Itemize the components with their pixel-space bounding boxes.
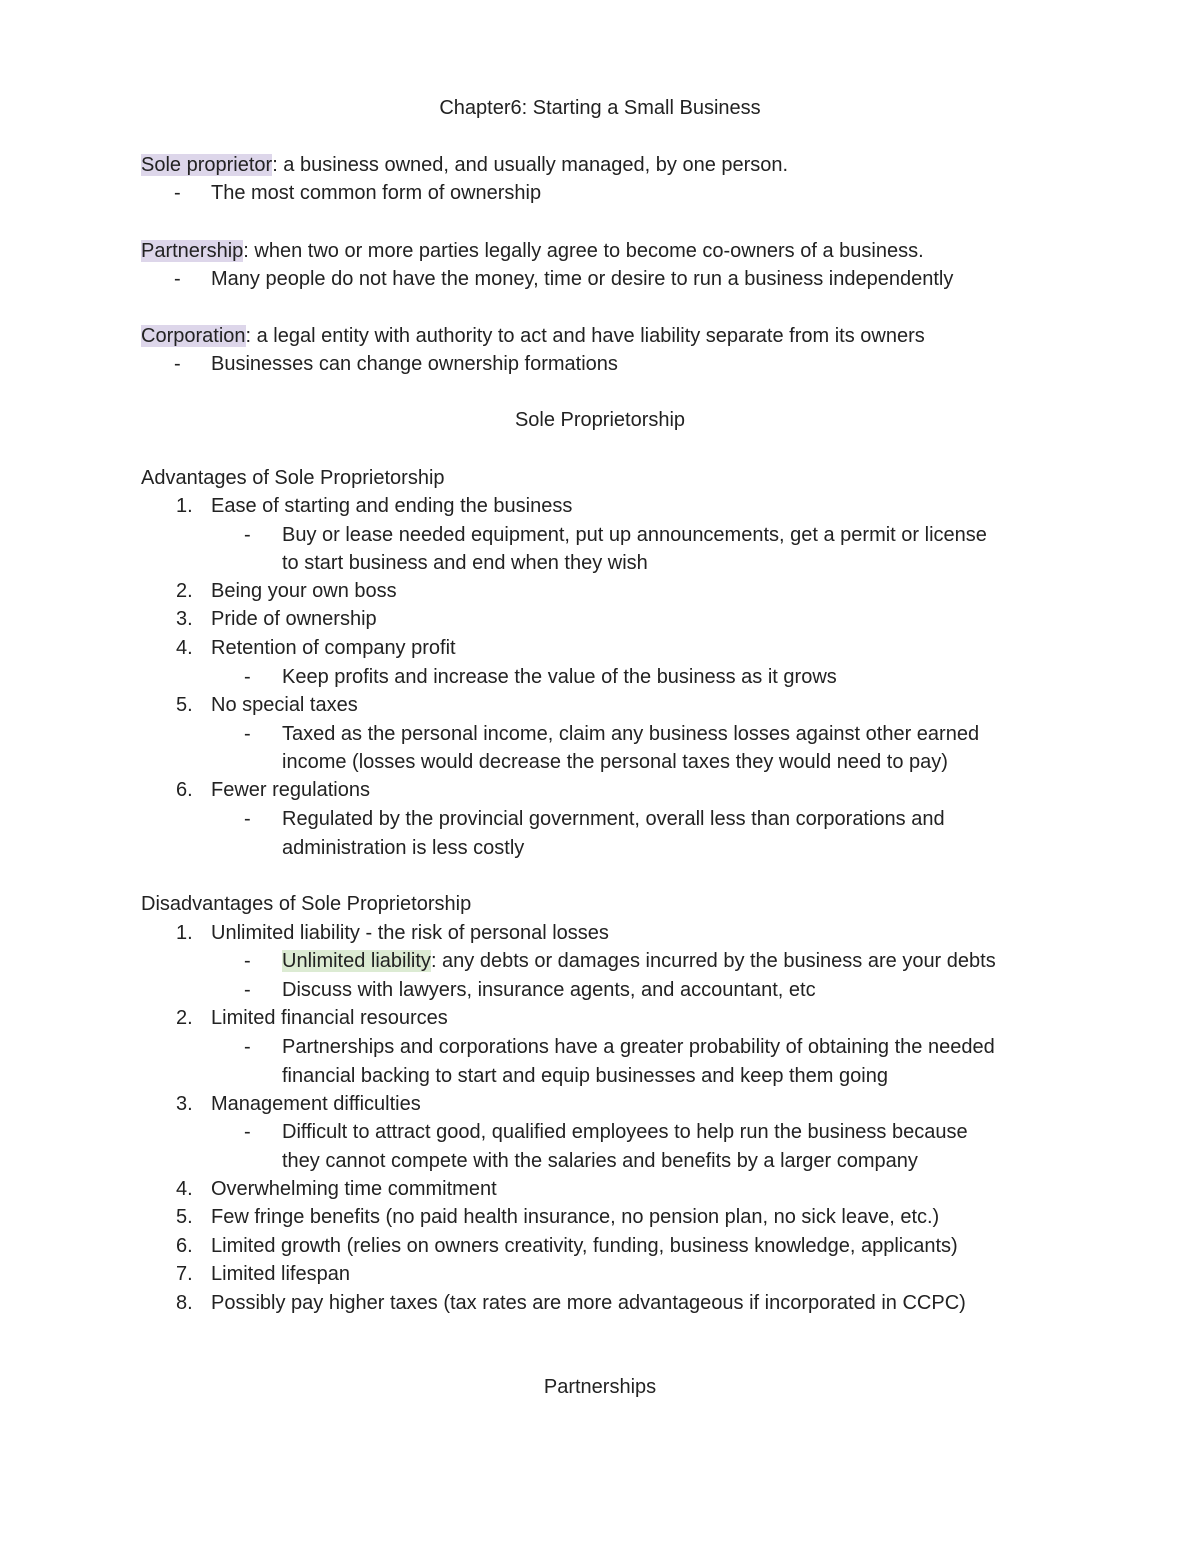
list-item: Unlimited liability - the risk of personal losses — [211, 922, 609, 944]
disadvantages-heading: Disadvantages of Sole Proprietorship — [141, 893, 472, 915]
list-item: No special taxes — [211, 694, 358, 716]
definition-sole-proprietor — [141, 151, 788, 179]
sub-item: Difficult to attract good, qualified employees to help run the business because — [282, 1121, 968, 1143]
sub-item: Taxed as the personal income, claim any business losses against other earned — [282, 723, 980, 745]
sub-item-continued: administration is less costly — [282, 837, 525, 859]
list-item: Limited growth (relies on owners creativity, funding, business knowledge, applicants) — [211, 1235, 958, 1257]
term-highlight: Corporation — [141, 325, 246, 347]
list-number: 1. — [176, 922, 193, 944]
dash-marker: - — [244, 723, 251, 745]
dash-marker: - — [244, 979, 251, 1001]
list-item: Few fringe benefits (no paid health insurance, no pension plan, no sick leave, etc.) — [211, 1206, 940, 1228]
list-item: Retention of company profit — [211, 637, 456, 659]
advantages-heading: Advantages of Sole Proprietorship — [141, 467, 445, 489]
list-number: 6. — [176, 1235, 193, 1257]
term-highlight: Partnership — [141, 240, 244, 262]
list-number: 4. — [176, 1178, 193, 1200]
dash-marker: - — [174, 268, 181, 290]
list-number: 7. — [176, 1263, 193, 1285]
list-item: Being your own boss — [211, 580, 397, 602]
sub-item: Regulated by the provincial government, overall less than corporations and — [282, 808, 945, 830]
list-item: Limited lifespan — [211, 1263, 350, 1285]
list-number: 5. — [176, 1206, 193, 1228]
sub-item: Discuss with lawyers, insurance agents, and accountant, etc — [282, 979, 816, 1001]
definition-corporation — [141, 322, 925, 350]
dash-marker: - — [244, 1121, 251, 1143]
list-number: 4. — [176, 637, 193, 659]
section-heading-partnerships: Partnerships — [543, 1376, 657, 1398]
term-highlight: Sole proprietor — [141, 154, 273, 176]
list-number: 1. — [176, 495, 193, 517]
sub-item-unlimited-liability — [282, 947, 996, 975]
dash-marker: - — [244, 950, 251, 972]
definition-bullet: Businesses can change ownership formations — [211, 353, 618, 375]
definition-bullet: Many people do not have the money, time or desire to run a business independently — [211, 268, 954, 290]
dash-marker: - — [244, 666, 251, 688]
dash-marker: - — [174, 353, 181, 375]
dash-marker: - — [244, 808, 251, 830]
definition-bullet: The most common form of ownership — [211, 182, 542, 204]
dash-marker: - — [244, 524, 251, 546]
list-number: 2. — [176, 1007, 193, 1029]
sub-item: Buy or lease needed equipment, put up announcements, get a permit or license — [282, 524, 987, 546]
list-number: 3. — [176, 608, 193, 630]
sub-item-continued: financial backing to start and equip businesses and keep them going — [282, 1065, 888, 1087]
sub-item-continued: they cannot compete with the salaries and benefits by a larger company — [282, 1150, 918, 1172]
definition-text: : when two or more parties legally agree to become co-owners of a business. — [243, 240, 924, 262]
list-item: Limited financial resources — [211, 1007, 448, 1029]
sub-item-continued: income (losses would decrease the personal taxes they would need to pay) — [282, 751, 948, 773]
sub-item: Partnerships and corporations have a greater probability of obtaining the needed — [282, 1036, 995, 1058]
sub-item-text: : any debts or damages incurred by the business are your debts — [430, 950, 996, 972]
list-item: Pride of ownership — [211, 608, 377, 630]
sub-item: Keep profits and increase the value of the business as it grows — [282, 666, 837, 688]
sub-item-continued: to start business and end when they wish — [282, 552, 648, 574]
list-number: 8. — [176, 1292, 193, 1314]
list-number: 5. — [176, 694, 193, 716]
definition-text: : a legal entity with authority to act and have liability separate from its owners — [245, 325, 925, 347]
definition-partnership — [141, 237, 924, 265]
dash-marker: - — [244, 1036, 251, 1058]
list-number: 2. — [176, 580, 193, 602]
section-heading-sole-proprietorship: Sole Proprietorship — [514, 409, 686, 431]
list-number: 3. — [176, 1093, 193, 1115]
list-item: Fewer regulations — [211, 779, 370, 801]
term-highlight: Unlimited liability — [282, 950, 431, 972]
list-item: Overwhelming time commitment — [211, 1178, 497, 1200]
list-item: Ease of starting and ending the business — [211, 495, 573, 517]
definition-text: : a business owned, and usually managed, by one person. — [272, 154, 789, 176]
list-number: 6. — [176, 779, 193, 801]
document-title: Chapter6: Starting a Small Business — [439, 97, 761, 119]
dash-marker: - — [174, 182, 181, 204]
list-item: Management difficulties — [211, 1093, 421, 1115]
list-item: Possibly pay higher taxes (tax rates are more advantageous if incorporated in CCPC) — [211, 1292, 966, 1314]
